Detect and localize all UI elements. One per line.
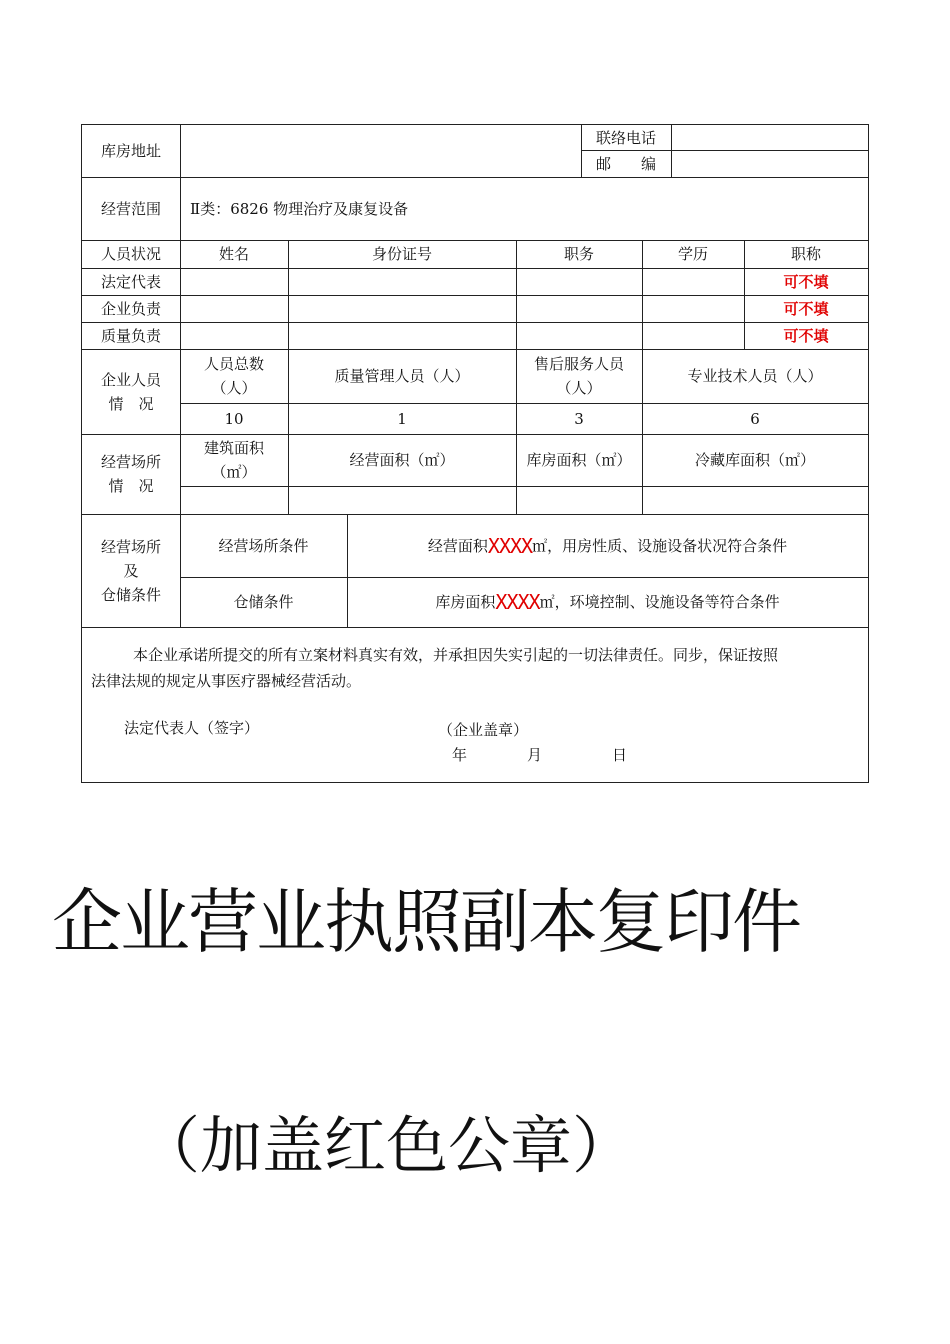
business-condition-suffix: ㎡，用房性质、设施设备状况符合条件 (532, 536, 788, 555)
building-area-line1: 建筑面积 (203, 439, 264, 457)
staff-quality-header: 质量管理人员（人） (334, 367, 470, 385)
phone-label: 联络电话 (595, 128, 656, 147)
table-cell[interactable] (642, 322, 744, 349)
conditions-section-label (82, 514, 180, 627)
storage-condition-label: 仓储条件 (233, 593, 294, 611)
pledge-text-line1: 本企业承诺所提交的所有立案材料真实有效，并承担因失实引起的一切法律责任。同步，保证按照 (133, 646, 779, 664)
personnel-role-legal-rep: 法定代表 (100, 272, 161, 291)
business-area-placeholder: XXXX (487, 533, 533, 558)
staff-section-label (82, 349, 180, 434)
personnel-header-education: 学历 (677, 245, 708, 263)
staff-aftersales-header (516, 349, 642, 403)
personnel-header-position: 职务 (563, 245, 594, 263)
staff-aftersales-line1: 售后服务人员 (533, 355, 624, 373)
business-license-copy-title: 企业营业执照副本复印件 (52, 881, 800, 963)
warehouse-address-field[interactable] (180, 125, 581, 177)
building-area-line2: （㎡） (211, 463, 257, 481)
optional-note: 可不填 (783, 326, 829, 345)
business-scope-label: 经营范围 (100, 199, 161, 218)
table-cell[interactable] (516, 322, 642, 349)
filing-form-table (81, 124, 869, 783)
table-cell[interactable] (642, 268, 744, 295)
optional-note: 可不填 (783, 299, 829, 318)
staff-quality-value: 1 (397, 409, 407, 428)
postcode-label: 邮 编 (595, 154, 656, 173)
date-year-label: 年 (452, 746, 468, 764)
business-condition-prefix: 经营面积 (427, 536, 488, 555)
table-cell[interactable] (288, 295, 516, 322)
table-cell[interactable] (516, 268, 642, 295)
table-cell[interactable] (180, 322, 288, 349)
pledge-statement (91, 642, 859, 694)
personnel-header-title: 职称 (790, 245, 821, 263)
cold-storage-area-header: 冷藏库面积（㎡） (694, 451, 815, 469)
business-scope-value: Ⅱ类：6826 物理治疗及康复设备 (190, 199, 409, 218)
table-cell[interactable] (516, 295, 642, 322)
storage-area-placeholder: XXXX (495, 590, 540, 614)
red-seal-note: （加盖红色公章） (138, 1109, 635, 1182)
staff-total-value: 10 (224, 409, 244, 428)
cold-storage-area-field[interactable] (642, 486, 868, 514)
storage-condition-suffix: ㎡，环境控制、设施设备等符合条件 (539, 593, 780, 611)
optional-note: 可不填 (783, 272, 829, 291)
table-cell[interactable] (180, 295, 288, 322)
business-premises-condition-value (347, 514, 868, 577)
table-cell[interactable] (288, 322, 516, 349)
staff-total-line2: （人） (211, 379, 257, 397)
date-month-label: 月 (527, 746, 543, 764)
phone-field[interactable] (671, 125, 868, 150)
date-day-label: 日 (612, 746, 628, 764)
pledge-text-line2: 法律法规的规定从事医疗器械经营活动。 (91, 672, 362, 690)
postcode-field[interactable] (671, 150, 868, 177)
warehouse-address-label: 库房地址 (100, 142, 161, 160)
premises-label-line2: 情 况 (108, 477, 154, 495)
personnel-role-quality-head: 质量负责 (100, 326, 161, 345)
business-area-field[interactable] (288, 486, 516, 514)
storage-condition-prefix: 库房面积 (435, 593, 496, 611)
personnel-role-enterprise-head: 企业负责 (100, 299, 161, 318)
premises-section-label (82, 434, 180, 514)
table-cell[interactable] (642, 295, 744, 322)
staff-total-header (180, 349, 288, 403)
staff-label-line2: 情 况 (108, 394, 154, 413)
conditions-label-line3: 仓储条件 (100, 585, 161, 604)
personnel-header-status: 人员状况 (100, 245, 161, 263)
storage-condition-value (347, 577, 868, 627)
staff-label-line1: 企业人员 (100, 370, 161, 389)
staff-technical-header: 专业技术人员（人） (687, 367, 823, 385)
business-area-header: 经营面积（㎡） (349, 451, 455, 469)
staff-technical-value: 6 (750, 409, 760, 428)
staff-aftersales-line2: （人） (556, 379, 602, 397)
personnel-header-name: 姓名 (218, 245, 249, 263)
business-premises-condition-label: 经营场所条件 (218, 536, 309, 555)
table-cell[interactable] (180, 268, 288, 295)
conditions-label-line1: 经营场所 (100, 537, 161, 556)
table-cell[interactable] (288, 268, 516, 295)
building-area-field[interactable] (180, 486, 288, 514)
signature-label: 法定代表人（签字） (124, 719, 260, 737)
personnel-header-id: 身份证号 (371, 245, 432, 263)
conditions-label-line2: 及 (123, 561, 139, 580)
building-area-header (180, 434, 288, 486)
premises-label-line1: 经营场所 (100, 453, 161, 471)
warehouse-area-header: 库房面积（㎡） (526, 451, 632, 469)
staff-aftersales-value: 3 (574, 409, 584, 428)
staff-total-line1: 人员总数 (203, 355, 264, 373)
seal-label: （企业盖章） (438, 721, 529, 739)
warehouse-area-field[interactable] (516, 486, 642, 514)
